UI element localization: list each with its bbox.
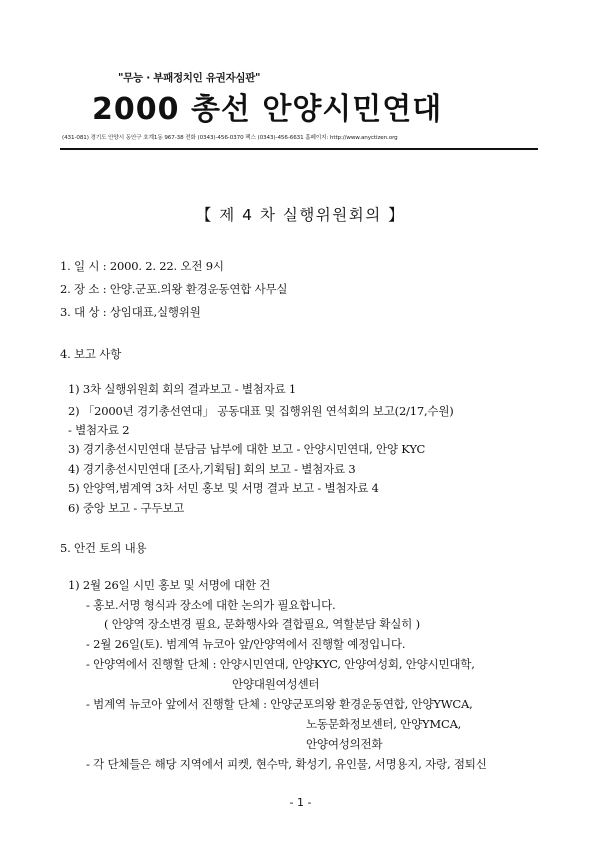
agenda-item: - 2월 26일(토). 범계역 뉴코아 앞/안양역에서 진행할 예정입니다. [86,637,406,651]
report-item: - 별첨자료 2 [68,423,130,437]
agenda-item: - 안양역에서 진행할 단체 : 안양시민연대, 안양KYC, 안양여성회, 안양시민대학, [86,657,475,671]
report-item: 2) 「2000년 경기총선연대」 공동대표 및 집행위원 연석회의 보고(2/17,수원) [68,404,454,418]
report-item: 1) 3차 실행위원회 회의 결과보고 - 별첨자료 1 [68,382,297,396]
agenda-item: 1) 2월 26일 시민 홍보 및 서명에 대한 건 [68,578,271,592]
report-item: 6) 중앙 보고 - 구두보고 [68,501,185,515]
agenda-item: 안양여성의전화 [306,737,383,751]
report-item: 3) 경기총선시민연대 분담금 납부에 대한 보고 - 안양시민연대, 안양 KYC [68,442,426,456]
agenda-item: 노동문화정보센터, 안양YMCA, [306,717,462,731]
agenda-item: - 홍보.서명 형식과 장소에 대한 논의가 필요합니다. [86,598,336,612]
meeting-title: 【 제 4 차 실행위원회의 】 [195,206,406,224]
info-date: 1. 일 시 : 2000. 2. 22. 오전 9시 [60,259,224,273]
info-place: 2. 장 소 : 안양.군포.의왕 환경운동연합 사무실 [60,282,288,296]
agenda-item: - 각 단체들은 해당 지역에서 피켓, 현수막, 확성기, 유인물, 서명용지, 자랑, 점퇴신 [86,757,487,771]
report-item: 5) 안양역,범계역 3차 서민 홍보 및 서명 결과 보고 - 별첨자료 4 [68,481,379,495]
agenda-item: - 범계역 뉴코아 앞에서 진행할 단체 : 안양군포의왕 환경운동연합, 안양YWCA, [86,697,473,711]
agenda-heading: 5. 안건 토의 내용 [60,541,147,555]
header-divider [60,148,538,150]
agenda-item: ( 안양역 장소변경 필요, 문화행사와 결합필요, 역할분담 확실히 ) [104,617,420,631]
slogan: "무능 · 부패정치인 유권자심판" [118,72,261,84]
info-attendees: 3. 대 상 : 상임대표,실행위원 [60,305,201,319]
report-item: 4) 경기총선시민연대 [조사,기획팀] 회의 보고 - 별첨자료 3 [68,462,356,476]
page-number: - 1 - [289,796,312,809]
agenda-item: 안양대원여성센터 [232,677,320,691]
org-title: 2000 총선 안양시민연대 [92,92,443,127]
contact-info: (431-081) 경기도 안양시 동안구 호계1동 967-38 전화 (0343)-456-0370 팩스 (0343)-456-6631 홈페이지: http://www.anyctizen.org [62,135,398,141]
report-heading: 4. 보고 사항 [60,347,122,361]
